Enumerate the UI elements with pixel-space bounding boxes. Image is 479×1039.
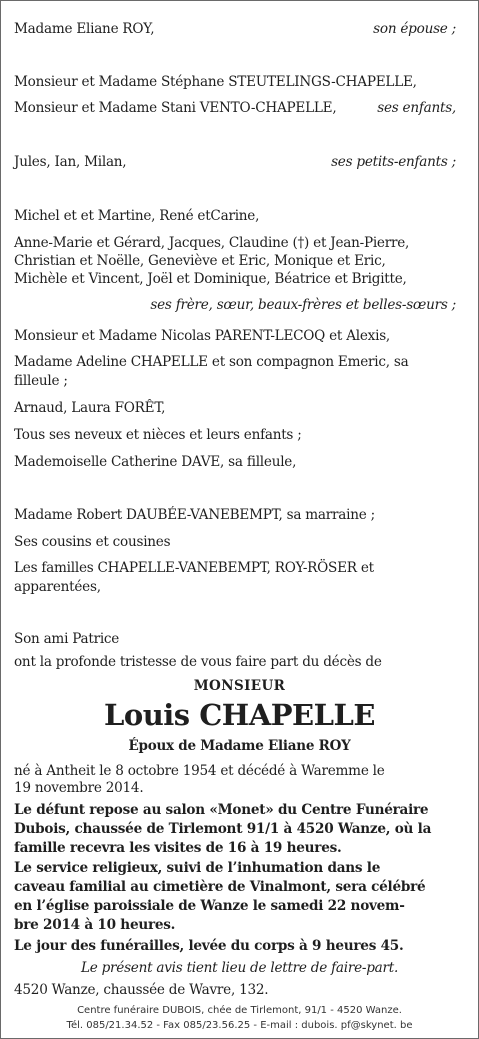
grandchildren-names: Jules, Ian, Milan, — [14, 154, 127, 170]
levee: Le jour des funérailles, levée du corps à 9 heures 45. — [14, 938, 404, 954]
footer-line-1: Centre funéraire DUBOIS, chée de Tirlemont, 91/1 - 4520 Wanze. — [77, 1005, 402, 1016]
dave: Mademoiselle Catherine DAVE, sa filleule, — [14, 454, 297, 470]
faire-part-notice: Le présent avis tient lieu de lettre de faire-part. — [80, 960, 399, 976]
cousins: Ses cousins et cousines — [14, 534, 171, 550]
spouse-name: Madame Eliane ROY, — [14, 21, 155, 37]
siblings-line-4: Michèle et Vincent, Joël et Dominique, Béatrice et Brigitte, — [14, 271, 407, 287]
daubee: Madame Robert DAUBÉE-VANEBEMPT, sa marraine ; — [14, 507, 375, 523]
spouse-role: son épouse ; — [373, 21, 456, 37]
siblings-line-2: Anne-Marie et Gérard, Jacques, Claudine (†) et Jean-Pierre, — [14, 235, 410, 251]
repose-line-1: Le défunt repose au salon «Monet» du Centre Funéraire — [14, 802, 429, 818]
grandchildren-role: ses petits-enfants ; — [331, 154, 456, 170]
families-line-2: apparentées, — [14, 579, 101, 595]
children-line-2: Monsieur et Madame Stani VENTO-CHAPELLE, — [14, 100, 337, 116]
deceased-name: Louis CHAPELLE — [103, 698, 376, 732]
adeline-line-2: filleule ; — [14, 373, 68, 389]
adeline-line-1: Madame Adeline CHAPELLE et son compagnon Emeric, sa — [14, 354, 409, 370]
children-role: ses enfants, — [377, 100, 456, 116]
service-line-3: en l’église paroissiale de Wanze le samedi 22 novem- — [14, 898, 405, 914]
siblings-role: ses frère, sœur, beaux-frères et belles-sœurs ; — [150, 297, 456, 313]
announcement: ont la profonde tristesse de vous faire part du décès de — [14, 654, 382, 670]
service-line-1: Le service religieux, suivi de l’inhumation dans le — [14, 860, 381, 876]
born-line-1: né à Antheit le 8 octobre 1954 et décédé à Waremme le — [14, 763, 385, 779]
address: 4520 Wanze, chaussée de Wavre, 132. — [14, 982, 269, 998]
friend: Son ami Patrice — [14, 631, 120, 647]
siblings-line-3: Christian et Noëlle, Geneviève et Eric, Monique et Eric, — [14, 253, 386, 269]
deceased-title: MONSIEUR — [193, 678, 286, 694]
repose-line-2: Dubois, chaussée de Tirlemont 91/1 à 4520 Wanze, où la — [14, 821, 432, 837]
children-line-1: Monsieur et Madame Stéphane STEUTELINGS-CHAPELLE, — [14, 74, 417, 90]
nephews: Tous ses neveux et nièces et leurs enfants ; — [14, 427, 302, 443]
families-line-1: Les familles CHAPELLE-VANEBEMPT, ROY-RÖSER et — [14, 560, 374, 576]
spouse-of: Époux de Madame Eliane ROY — [128, 738, 351, 754]
parent-lecoq: Monsieur et Madame Nicolas PARENT-LECOQ et Alexis, — [14, 328, 390, 344]
repose-line-3: famille recevra les visites de 16 à 19 heures. — [14, 840, 342, 856]
service-line-4: bre 2014 à 10 heures. — [14, 917, 176, 933]
footer-line-2: Tél. 085/21.34.52 - Fax 085/23.56.25 - E-mail : dubois. pf@skynet. be — [66, 1020, 413, 1031]
born-line-2: 19 novembre 2014. — [14, 780, 144, 796]
siblings-line-1: Michel et et Martine, René etCarine, — [14, 208, 260, 224]
foret: Arnaud, Laura FORÊT, — [14, 400, 166, 416]
service-line-2: caveau familial au cimetière de Vinalmont, sera célébré — [14, 879, 426, 895]
